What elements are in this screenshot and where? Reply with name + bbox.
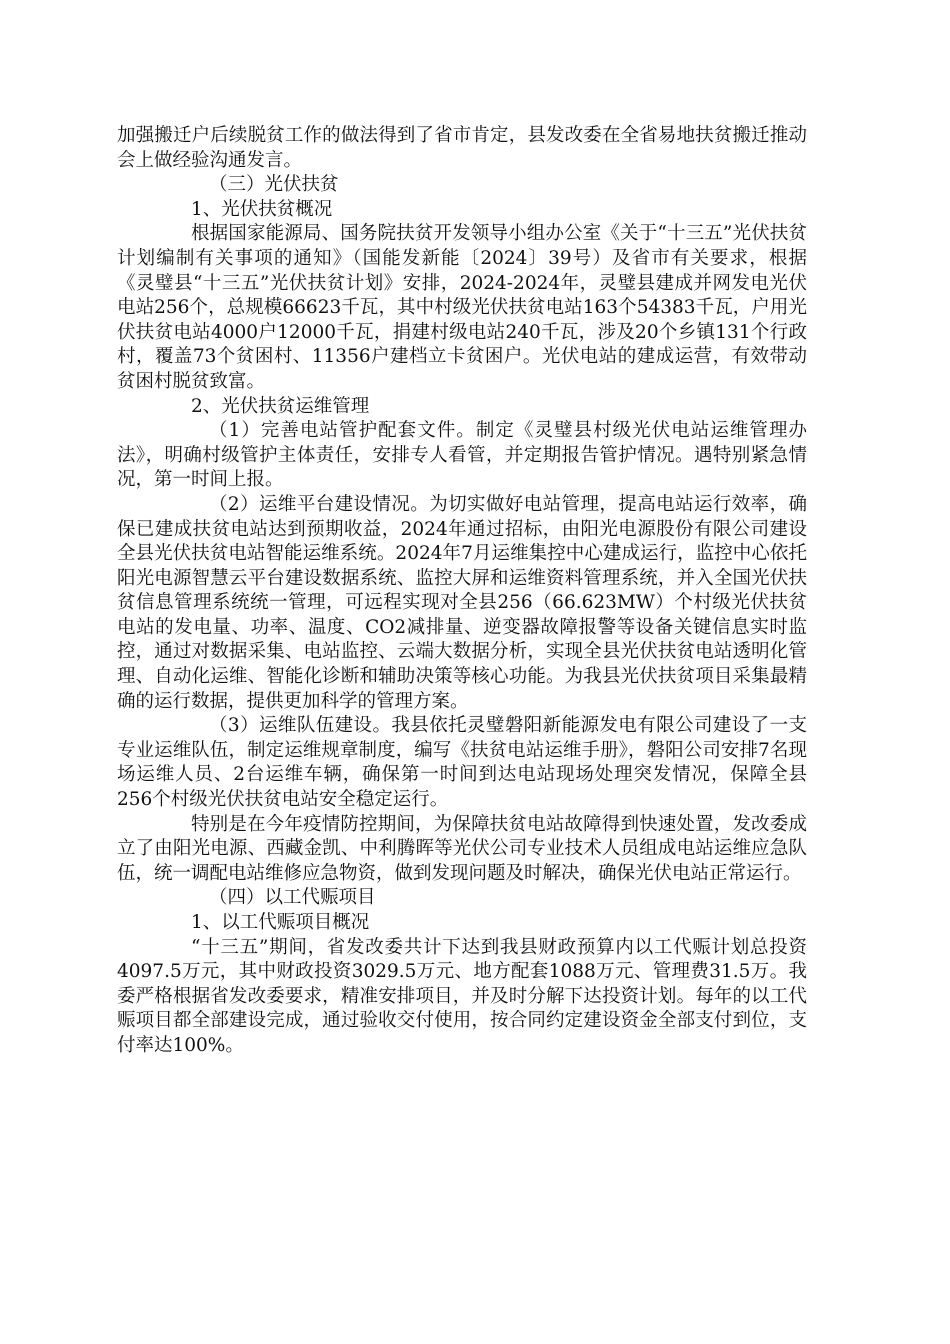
paragraph-work-relief: “十三五”期间，省发改委共计下达到我县财政预算内以工代赈计划总投资4097.5万元，其中财政投资3029.5万元、地方配套1088万元、管理费31.5万。我委严格根据省发改委要求，精准安排项目，并及时分解下达投资计划。每年的以工代赈项目都全部建设完成，通过验收交付使用，按合同约定建设资金全部支付到位，支付率达100%。 xyxy=(117,936,807,1056)
paragraph-overview: 根据国家能源局、国务院扶贫开发领导小组办公室《关于“十三五”光伏扶贫计划编制有关事项的通知》（国能发新能〔2024〕39号）及省市有关要求，根据《灵璧县“十三五”光伏扶贫计划》安排，2024-2024年，灵璧县建成并网发电光伏电站256个，总规模66623千瓦，其中村级光伏扶贫电站163个54383千瓦，户用光伏扶贫电站4000户12000千瓦，捐建村级电站240千瓦，涉及20个乡镇131个行政村，覆盖73个贫困村、11356户建档立卡贫困户。光伏电站的建成运营，有效带动贫困村脱贫致富。 xyxy=(117,223,807,392)
document-page xyxy=(117,124,807,1059)
paragraph-operations-3: （3）运维队伍建设。我县依托灵璧磐阳新能源发电有限公司建设了一支专业运维队伍，制定运维规章制度，编写《扶贫电站运维手册》，磐阳公司安排7名现场运维人员、2台运维车辆，确保第一时间到达电站现场处理突发情况，保障全县256个村级光伏扶贫电站安全稳定运行。 xyxy=(117,715,807,811)
subheading-work-relief-overview: 1、以工代赈项目概况 xyxy=(191,912,370,933)
paragraph-operations-2: （2）运维平台建设情况。为切实做好电站管理，提高电站运行效率，确保已建成扶贫电站达到预期收益，2024年通过招标，由阳光电源股份有限公司建设全县光伏扶贫电站智能运维系统。2024年7月运维集控中心建成运行，监控中心依托阳光电源智慧云平台建设数据系统、监控大屏和运维资料管理系统，并入全国光伏扶贫信息管理系统统一管理，可远程实现对全县256（66.623MW）个村级光伏扶贫电站的发电量、功率、温度、CO2减排量、逆变器故障报警等设备关键信息实时监控，通过对数据采集、电站监控、云端大数据分析，实现全县光伏扶贫电站透明化管理、自动化运维、智能化诊断和辅助决策等核心功能。为我县光伏扶贫项目采集最精确的运行数据，提供更加科学的管理方案。 xyxy=(117,493,807,712)
subheading-operations: 2、光伏扶贫运维管理 xyxy=(191,395,370,417)
paragraph-continuation: 加强搬迁户后续脱贫工作的做法得到了省市肯定，县发改委在全省易地扶贫搬迁推动会上做经验沟通发言。 xyxy=(117,125,807,171)
section-heading-photovoltaic: （三）光伏扶贫 xyxy=(209,174,339,196)
paragraph-operations-1: （1）完善电站管护配套文件。制定《灵璧县村级光伏电站运维管理办法》，明确村级管护主体责任，安排专人看管，并定期报告管护情况。遇特别紧急情况，第一时间上报。 xyxy=(117,420,807,491)
subheading-overview: 1、光伏扶贫概况 xyxy=(191,198,333,220)
section-heading-work-relief: （四）以工代赈项目 xyxy=(209,887,376,909)
paragraph-epidemic: 特别是在今年疫情防控期间，为保障扶贫电站故障得到快速处置，发改委成立了由阳光电源、西藏金凯、中利腾晖等光伏公司专业技术人员组成电站运维应急队伍，统一调配电站维修应急物资，做到发现问题及时解决，确保光伏电站正常运行。 xyxy=(117,813,807,884)
